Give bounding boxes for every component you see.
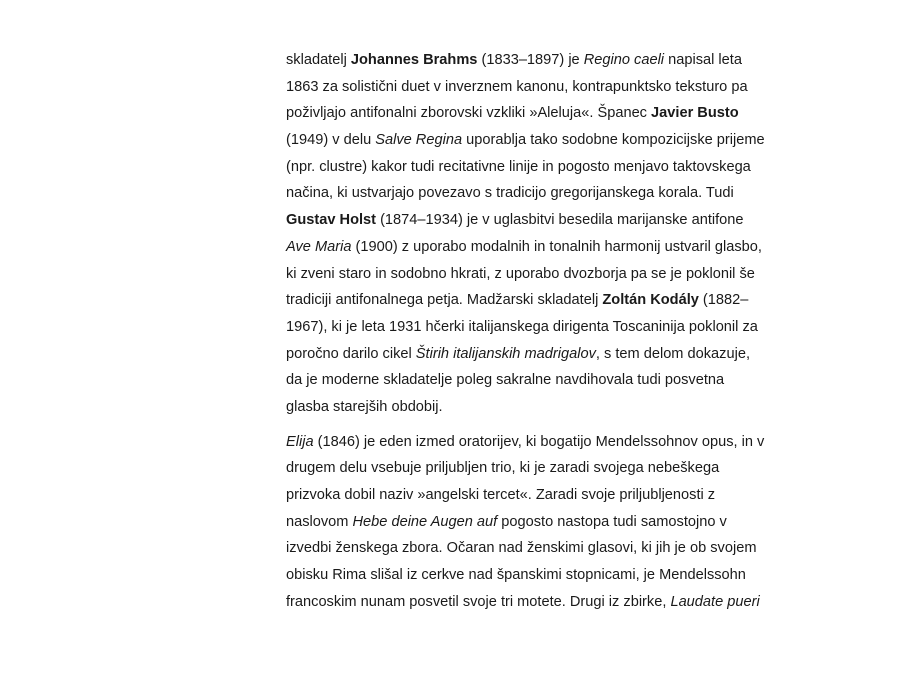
text-run: (npr. clustre) kakor tudi recitativne linije in pogosto menjavo taktovskega bbox=[286, 158, 751, 175]
text-run: pogosto nastopa tudi samostojno v bbox=[497, 513, 727, 530]
text-run: (1882– bbox=[698, 292, 749, 309]
text-run: naslovom bbox=[286, 513, 353, 530]
text-run: poročno darilo cikel bbox=[286, 345, 416, 362]
paragraph-brahms-busto-holst-kodaly bbox=[286, 47, 774, 421]
text-run: francoskim nunam posvetil svoje tri motete. Drugi iz zbirke, bbox=[286, 593, 671, 610]
bold-name: Johannes Brahms bbox=[350, 52, 478, 68]
text-line bbox=[286, 314, 774, 341]
italic-title: Štirih italijanskih madrigalov bbox=[415, 345, 596, 362]
italic-title: Regino caeli bbox=[583, 52, 665, 68]
text-line bbox=[286, 180, 774, 207]
text-run: 1967), ki je leta 1931 hčerki italijanskega dirigenta Toscaninija poklonil za bbox=[286, 318, 758, 335]
italic-title: Hebe deine Augen auf bbox=[352, 513, 498, 530]
text-line bbox=[286, 127, 774, 154]
text-run: (1949) v delu bbox=[286, 132, 376, 149]
document-page bbox=[286, 47, 774, 615]
text-run: glasba starejših obdobij. bbox=[286, 398, 443, 415]
text-line bbox=[286, 100, 774, 127]
text-run: , s tem delom dokazuje, bbox=[595, 345, 750, 362]
text-run: obisku Rima slišal iz cerkve nad španskimi stopnicami, je Mendelssohn bbox=[286, 567, 746, 584]
italic-title: Salve Regina bbox=[375, 132, 463, 149]
italic-title: Ave Maria bbox=[286, 238, 352, 255]
bold-name: Zoltán Kodály bbox=[602, 292, 699, 309]
text-run: skladatelj bbox=[286, 52, 351, 68]
text-run: da je moderne skladatelje poleg sakralne navdihovala tudi posvetna bbox=[286, 372, 725, 389]
text-run: (1833–1897) je bbox=[477, 52, 584, 68]
bold-name: Gustav Holst bbox=[286, 212, 377, 229]
text-line bbox=[286, 367, 774, 394]
italic-title: Laudate pueri bbox=[670, 593, 760, 610]
text-line bbox=[286, 341, 774, 368]
text-run: drugem delu vsebuje priljubljen trio, ki je zaradi svojega nebeškega bbox=[286, 460, 720, 477]
text-line bbox=[286, 562, 774, 589]
text-run: ki zveni staro in sodobno hkrati, z uporabo dvozborja pa se je poklonil še bbox=[286, 265, 755, 282]
text-line bbox=[286, 154, 774, 181]
text-run: (1900) z uporabo modalnih in tonalnih harmonij ustvaril glasbo, bbox=[351, 238, 762, 255]
text-line bbox=[286, 234, 774, 261]
text-line bbox=[286, 455, 774, 482]
text-line bbox=[286, 207, 774, 234]
text-line bbox=[286, 394, 774, 421]
bold-name: Javier Busto bbox=[651, 105, 739, 122]
text-line bbox=[286, 482, 774, 509]
text-run: (1846) je eden izmed oratorijev, ki bogatijo Mendelssohnov opus, in v bbox=[313, 433, 765, 450]
text-run: poživljajo antifonalni zborovski vzkliki »Aleluja«. Španec bbox=[286, 105, 652, 122]
text-line bbox=[286, 287, 774, 314]
text-run: 1863 za solistični duet v inverznem kanonu, kontrapunktsko teksturo pa bbox=[286, 78, 748, 95]
text-line bbox=[286, 535, 774, 562]
text-run: načina, ki ustvarjajo povezavo s tradicijo gregorijanskega korala. Tudi bbox=[286, 185, 734, 202]
text-line bbox=[286, 429, 774, 456]
text-run: uporablja tako sodobne kompozicijske prijeme bbox=[462, 132, 765, 149]
text-run: izvedbi ženskega zbora. Očaran nad ženskimi glasovi, ki jih je ob svojem bbox=[286, 540, 757, 557]
paragraph-mendelssohn-elija bbox=[286, 429, 774, 616]
text-run: prizvoka dobil naziv »angelski tercet«. Zaradi svoje priljubljenosti z bbox=[286, 487, 716, 503]
text-line bbox=[286, 47, 774, 74]
text-line bbox=[286, 74, 774, 101]
text-line bbox=[286, 589, 774, 616]
text-line bbox=[286, 509, 774, 536]
italic-title: Elija bbox=[286, 433, 314, 450]
text-run: (1874–1934) je v uglasbitvi besedila marijanske antifone bbox=[376, 212, 744, 229]
text-run: napisal leta bbox=[664, 52, 742, 68]
text-line bbox=[286, 261, 774, 288]
text-run: tradiciji antifonalnega petja. Madžarski skladatelj bbox=[286, 292, 603, 309]
